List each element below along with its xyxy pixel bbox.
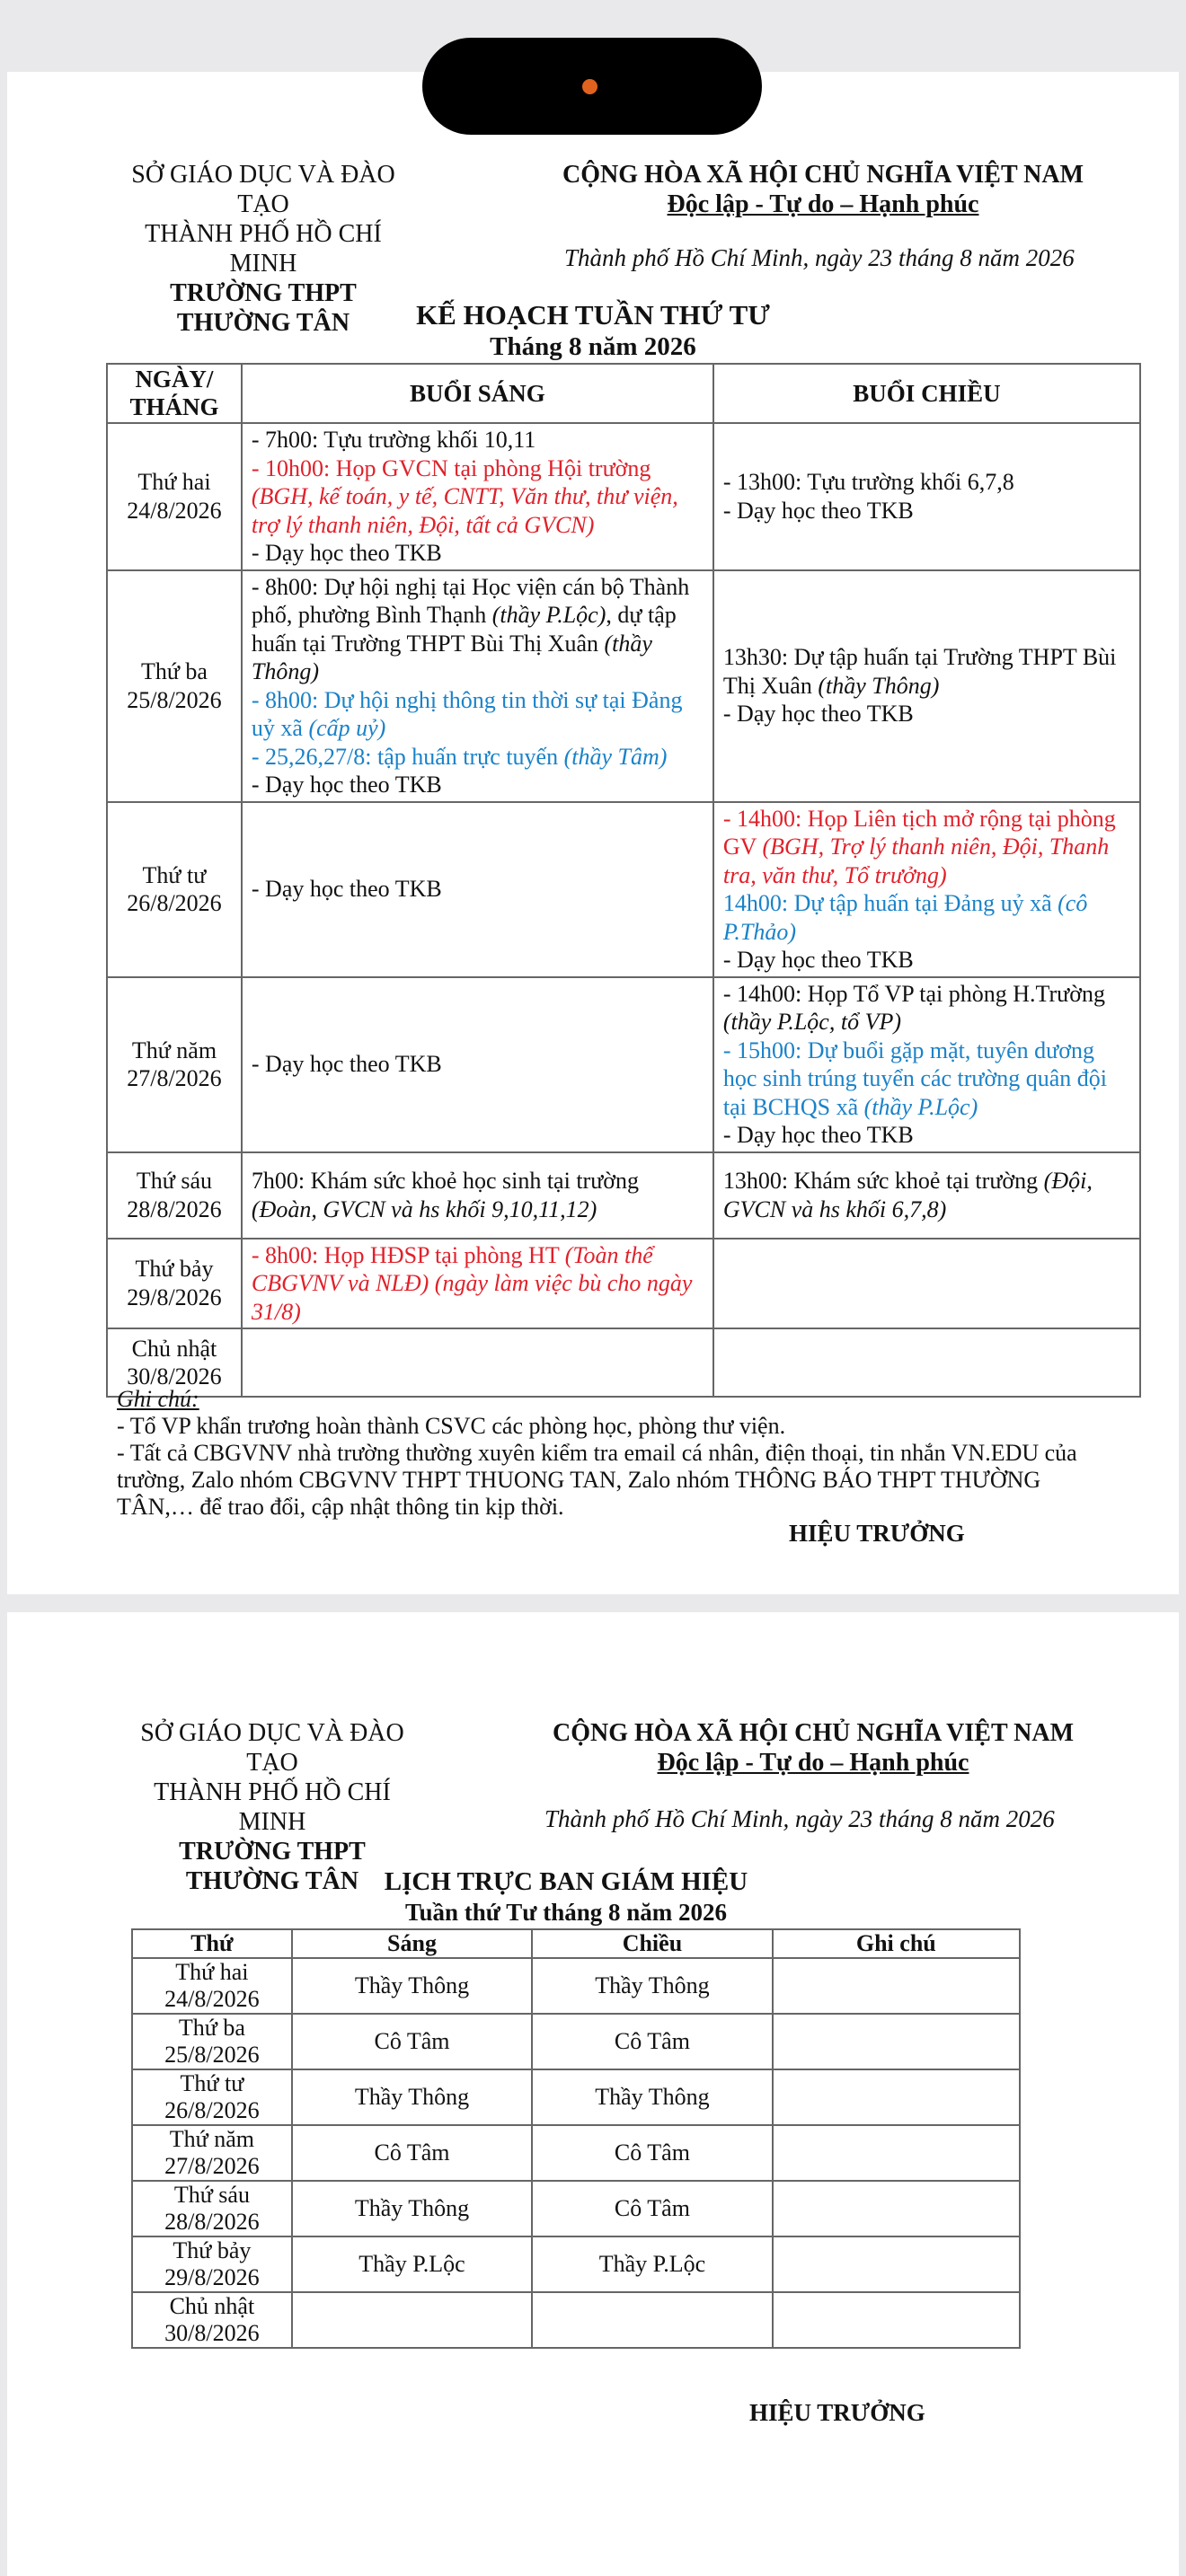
header-day: NGÀY/ THÁNG bbox=[107, 364, 242, 423]
table-row bbox=[132, 2069, 1020, 2125]
header-day: Thứ bbox=[132, 1929, 292, 1958]
table-row bbox=[132, 2292, 1020, 2348]
duty-schedule-table bbox=[131, 1928, 1021, 2349]
header-right bbox=[544, 1718, 1083, 1778]
header-afternoon: Chiều bbox=[532, 1929, 772, 1958]
table-row bbox=[107, 802, 1140, 977]
table-row bbox=[132, 2181, 1020, 2236]
afternoon-cell: 13h00: Khám sức khoẻ tại trường (Đội, GVCN và hs khối 6,7,8) bbox=[713, 1152, 1140, 1239]
notes-section bbox=[117, 1386, 1114, 1521]
afternoon-cell bbox=[713, 1239, 1140, 1329]
morning-cell: Cô Tâm bbox=[292, 2125, 532, 2181]
duty-subtitle: Tuần thứ Tư tháng 8 năm 2026 bbox=[404, 1899, 728, 1926]
afternoon-cell: - 14h00: Họp Tổ VP tại phòng H.Trường (thầy P.Lộc, tổ VP) - 15h00: Dự buổi gặp mặt, tuyên dương học sinh trúng tuyển các trường quân đội tại BCHQS xã (thầy P.Lộc) - Dạy học theo TKB bbox=[713, 977, 1140, 1152]
camera-island bbox=[422, 38, 762, 135]
afternoon-cell: 13h30: Dự tập huấn tại Trường THPT Bùi Thị Xuân (thầy Thông) - Dạy học theo TKB bbox=[713, 570, 1140, 802]
day-cell: Thứ hai 24/8/2026 bbox=[107, 423, 242, 570]
table-row bbox=[107, 423, 1140, 570]
note-cell bbox=[773, 2292, 1020, 2348]
afternoon-cell: Thầy P.Lộc bbox=[532, 2236, 772, 2292]
day-cell: Thứ tư 26/8/2026 bbox=[107, 802, 242, 977]
day-cell: Thứ năm 27/8/2026 bbox=[132, 2125, 292, 2181]
header-note: Ghi chú bbox=[773, 1929, 1020, 1958]
day-cell: Chủ nhật 30/8/2026 bbox=[107, 1328, 242, 1397]
table-row bbox=[132, 2236, 1020, 2292]
day-cell: Thứ bảy 29/8/2026 bbox=[107, 1239, 242, 1329]
note-item: - Tổ VP khẩn trương hoàn thành CSVC các phòng học, phòng thư viện. bbox=[117, 1413, 786, 1439]
day-cell: Thứ hai 24/8/2026 bbox=[132, 1958, 292, 2014]
city-name: THÀNH PHỐ HỒ CHÍ MINH bbox=[145, 220, 382, 278]
morning-cell: - Dạy học theo TKB bbox=[242, 802, 713, 977]
note-cell bbox=[773, 1958, 1020, 2014]
morning-cell: - 7h00: Tựu trường khối 10,11 - 10h00: Họp GVCN tại phòng Hội trường (BGH, kế toán, y tế, CNTT, Văn thư, thư viện, trợ lý thanh niên, Đội, tất cả GVCN) - Dạy học theo TKB bbox=[242, 423, 713, 570]
department-name: SỞ GIÁO DỤC VÀ ĐÀO TẠO bbox=[140, 1719, 404, 1777]
morning-cell: Thầy Thông bbox=[292, 2069, 532, 2125]
afternoon-cell: - 13h00: Tựu trường khối 6,7,8 - Dạy học theo TKB bbox=[713, 423, 1140, 570]
duty-title: LỊCH TRỰC BAN GIÁM HIỆU bbox=[384, 1867, 748, 1896]
note-cell bbox=[773, 2236, 1020, 2292]
day-cell: Thứ bảy 29/8/2026 bbox=[132, 2236, 292, 2292]
header-right bbox=[553, 160, 1093, 219]
notes-title: Ghi chú: bbox=[117, 1386, 199, 1412]
nation-name: CỘNG HÒA XÃ HỘI CHỦ NGHĨA VIỆT NAM bbox=[562, 161, 1084, 189]
header-morning: Sáng bbox=[292, 1929, 532, 1958]
morning-cell: - 8h00: Dự hội nghị tại Học viện cán bộ Thành phố, phường Bình Thạnh (thầy P.Lộc), dự tập huấn tại Trường THPT Bùi Thị Xuân (thầy Thông) - 8h00: Dự hội nghị thông tin thời sự tại Đảng uỷ xã (cấp uỷ) - 25,26,27/8: tập huấn trực tuyến (thầy Tâm) - Dạy học theo TKB bbox=[242, 570, 713, 802]
note-cell bbox=[773, 2125, 1020, 2181]
department-name: SỞ GIÁO DỤC VÀ ĐÀO TẠO bbox=[131, 161, 395, 218]
note-item: - Tất cả CBGVNV nhà trường thường xuyên kiểm tra email cá nhân, điện thoại, tin nhắn VN.EDU của trường, Zalo nhóm CBGVNV THPT THUONG TAN, Zalo nhóm THÔNG BÁO THPT THƯỜNG TÂN,… để trao đổi, cập nhật thông tin kịp thời. bbox=[117, 1440, 1077, 1520]
morning-cell: Thầy Thông bbox=[292, 2181, 532, 2236]
table-row bbox=[132, 2014, 1020, 2069]
table-header-row bbox=[132, 1929, 1020, 1958]
camera-dot-icon bbox=[582, 79, 597, 94]
table-row bbox=[132, 2125, 1020, 2181]
city-name: THÀNH PHỐ HỒ CHÍ MINH bbox=[154, 1778, 391, 1836]
document-page-2 bbox=[7, 1612, 1179, 2576]
morning-cell: Thầy Thông bbox=[292, 1958, 532, 2014]
morning-cell: - 8h00: Họp HĐSP tại phòng HT (Toàn thể CBGVNV và NLĐ) (ngày làm việc bù cho ngày 31/8) bbox=[242, 1239, 713, 1329]
afternoon-cell bbox=[532, 2292, 772, 2348]
header-morning: BUỔI SÁNG bbox=[242, 364, 713, 423]
morning-cell: Cô Tâm bbox=[292, 2014, 532, 2069]
plan-title: KẾ HOẠCH TUẦN THỨ TƯ bbox=[416, 299, 770, 331]
date-line: Thành phố Hồ Chí Minh, ngày 23 tháng 8 năm 2026 bbox=[564, 244, 1075, 271]
table-row bbox=[107, 1239, 1140, 1329]
day-cell: Thứ tư 26/8/2026 bbox=[132, 2069, 292, 2125]
header-afternoon: BUỔI CHIỀU bbox=[713, 364, 1140, 423]
afternoon-cell: - 14h00: Họp Liên tịch mở rộng tại phòng GV (BGH, Trợ lý thanh niên, Đội, Thanh tra, văn thư, Tổ trưởng) 14h00: Dự tập huấn tại Đảng uỷ xã (cô P.Thảo) - Dạy học theo TKB bbox=[713, 802, 1140, 977]
motto: Độc lập - Tự do – Hạnh phúc bbox=[667, 190, 979, 218]
note-cell bbox=[773, 2181, 1020, 2236]
date-line: Thành phố Hồ Chí Minh, ngày 23 tháng 8 năm 2026 bbox=[544, 1805, 1055, 1832]
morning-cell: Thầy P.Lộc bbox=[292, 2236, 532, 2292]
note-cell bbox=[773, 2014, 1020, 2069]
day-cell: Thứ năm 27/8/2026 bbox=[107, 977, 242, 1152]
morning-cell: - Dạy học theo TKB bbox=[242, 977, 713, 1152]
afternoon-cell: Cô Tâm bbox=[532, 2014, 772, 2069]
plan-subtitle: Tháng 8 năm 2026 bbox=[490, 332, 696, 361]
day-cell: Thứ ba 25/8/2026 bbox=[132, 2014, 292, 2069]
school-name: TRƯỜNG THPT THƯỜNG TÂN bbox=[170, 279, 357, 337]
weekly-plan-table bbox=[106, 363, 1141, 1398]
table-row bbox=[132, 1958, 1020, 2014]
table-row bbox=[107, 977, 1140, 1152]
table-row bbox=[107, 1152, 1140, 1239]
note-cell bbox=[773, 2069, 1020, 2125]
afternoon-cell: Thầy Thông bbox=[532, 1958, 772, 2014]
table-row bbox=[107, 570, 1140, 802]
signature-title: HIỆU TRƯỞNG bbox=[789, 1520, 965, 1547]
signature-title: HIỆU TRƯỞNG bbox=[749, 2399, 925, 2426]
afternoon-cell: Cô Tâm bbox=[532, 2125, 772, 2181]
nation-name: CỘNG HÒA XÃ HỘI CHỦ NGHĨA VIỆT NAM bbox=[552, 1719, 1075, 1747]
motto: Độc lập - Tự do – Hạnh phúc bbox=[657, 1749, 969, 1777]
morning-cell bbox=[292, 2292, 532, 2348]
document-page-1 bbox=[7, 72, 1179, 1594]
morning-cell: 7h00: Khám sức khoẻ học sinh tại trường (Đoàn, GVCN và hs khối 9,10,11,12) bbox=[242, 1152, 713, 1239]
day-cell: Thứ ba 25/8/2026 bbox=[107, 570, 242, 802]
day-cell: Thứ sáu 28/8/2026 bbox=[107, 1152, 242, 1239]
day-cell: Thứ sáu 28/8/2026 bbox=[132, 2181, 292, 2236]
day-cell: Chủ nhật 30/8/2026 bbox=[132, 2292, 292, 2348]
school-name: TRƯỜNG THPT THƯỜNG TÂN bbox=[179, 1838, 366, 1895]
afternoon-cell: Cô Tâm bbox=[532, 2181, 772, 2236]
afternoon-cell: Thầy Thông bbox=[532, 2069, 772, 2125]
table-header-row bbox=[107, 364, 1140, 423]
